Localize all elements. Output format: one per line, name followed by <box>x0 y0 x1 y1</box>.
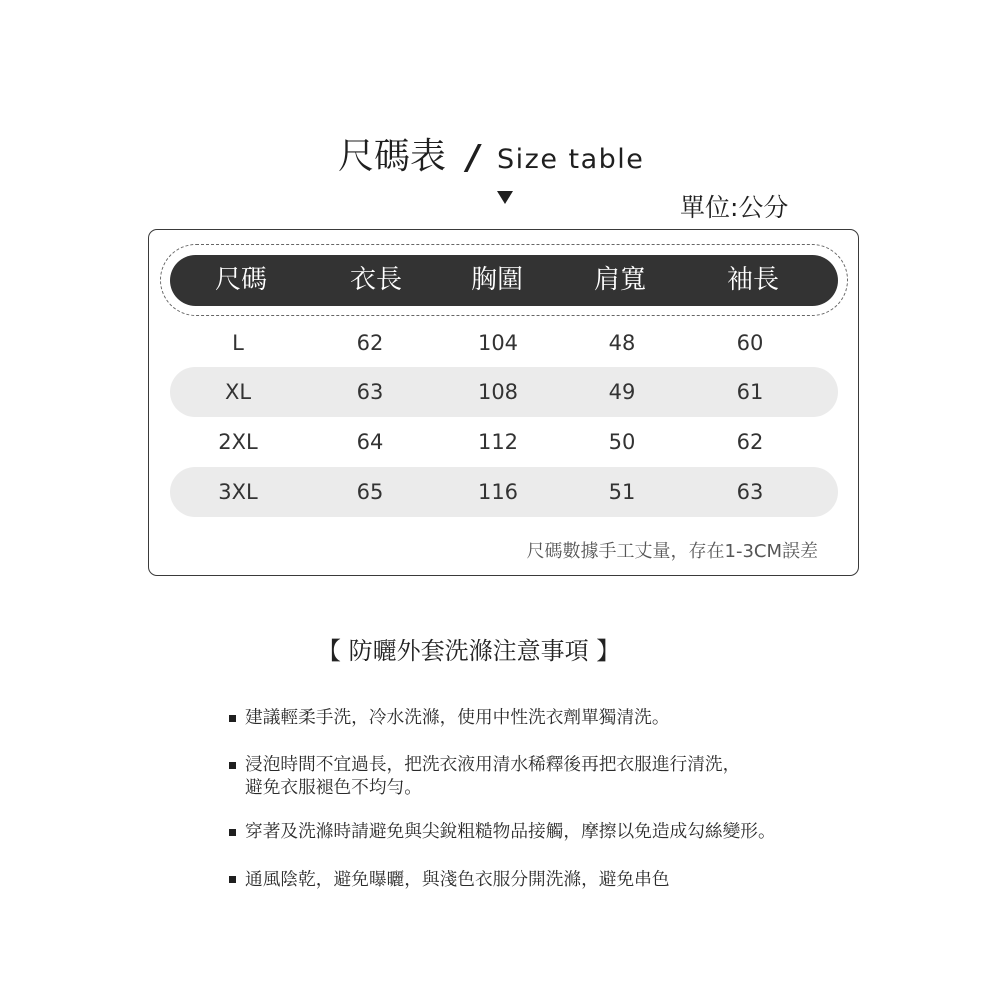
title-english: Size table <box>497 144 645 175</box>
care-item <box>245 707 670 730</box>
table-row <box>170 417 838 467</box>
table-header <box>170 255 838 306</box>
cell-length: 62 <box>356 331 384 355</box>
cell-shoulder: 48 <box>608 331 636 355</box>
cell-shoulder: 49 <box>608 380 636 404</box>
cell-chest: 104 <box>477 331 519 355</box>
cell-length: 64 <box>356 430 384 454</box>
cell-shoulder: 50 <box>608 430 636 454</box>
title-chinese: 尺碼表 <box>338 136 447 177</box>
care-item-line: 浸泡時間不宜過長，把洗衣液用清水稀釋後再把衣服進行清洗， <box>245 755 741 775</box>
header-chest: 胸圍 <box>470 265 523 295</box>
care-item <box>245 821 776 844</box>
header-shoulder: 肩寬 <box>593 265 646 295</box>
table-row <box>170 467 838 517</box>
cell-shoulder: 51 <box>608 480 636 504</box>
table-row <box>170 367 838 417</box>
unit-label: 單位:公分 <box>680 193 789 222</box>
cell-length: 63 <box>356 380 384 404</box>
bullet-square-icon <box>229 829 236 836</box>
care-item <box>245 869 670 892</box>
cell-chest: 108 <box>477 380 519 404</box>
cell-sleeve: 60 <box>736 331 764 355</box>
table-row <box>170 318 838 368</box>
title-separator: / <box>467 138 480 178</box>
care-item <box>245 754 740 800</box>
measurement-note: 尺碼數據手工丈量，存在1-3CM誤差 <box>526 541 818 562</box>
bullet-square-icon <box>229 762 236 769</box>
cell-chest: 116 <box>477 480 519 504</box>
care-item-line: 避免衣服褪色不均勻。 <box>245 778 422 798</box>
cell-sleeve: 62 <box>736 430 764 454</box>
cell-length: 65 <box>356 480 384 504</box>
cell-sleeve: 61 <box>736 380 764 404</box>
care-item-line: 通風陰乾，避免曝曬，與淺色衣服分開洗滌，避免串色 <box>245 870 670 890</box>
cell-size: XL <box>224 380 252 404</box>
cell-size: 2XL <box>218 430 258 454</box>
bullet-square-icon <box>229 715 236 722</box>
header-size: 尺碼 <box>214 265 267 295</box>
care-item-line: 穿著及洗滌時請避免與尖銳粗糙物品接觸，摩擦以免造成勾絲變形。 <box>245 822 776 842</box>
care-heading: 【 防曬外套洗滌注意事項 】 <box>317 637 621 665</box>
header-sleeve: 袖長 <box>726 265 779 295</box>
header-length: 衣長 <box>349 265 402 295</box>
cell-size: 3XL <box>218 480 258 504</box>
cell-size: L <box>232 331 244 355</box>
bullet-square-icon <box>229 876 236 883</box>
cell-sleeve: 63 <box>736 480 764 504</box>
triangle-down-icon <box>497 191 513 204</box>
care-item-line: 建議輕柔手洗，冷水洗滌，使用中性洗衣劑單獨清洗。 <box>245 708 670 728</box>
cell-chest: 112 <box>477 430 519 454</box>
